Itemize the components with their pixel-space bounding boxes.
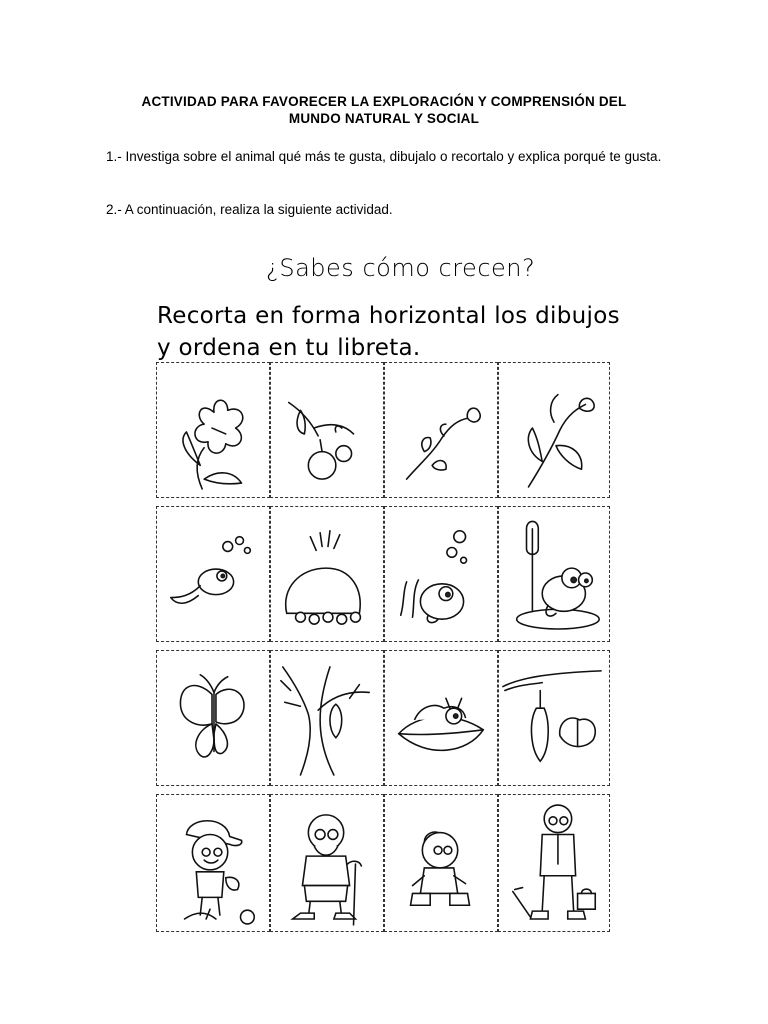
caterpillar-on-leaf-icon <box>384 650 498 786</box>
tree-cocoon-icon <box>270 650 384 786</box>
chrysalis-hatching-icon <box>498 650 610 786</box>
flower-icon <box>156 362 270 498</box>
document-title <box>90 93 678 127</box>
boy-with-cap-icon <box>156 794 270 932</box>
adult-frog-icon <box>498 506 610 642</box>
adult-man-icon <box>498 794 610 932</box>
worksheet-instruction: Recorta en forma horizontal los dibujos y ordena en tu libreta. <box>157 303 620 361</box>
rose-plant-icon <box>498 362 610 498</box>
document-title-line2: MUNDO NATURAL Y SOCIAL <box>288 111 480 126</box>
butterfly-icon <box>156 650 270 786</box>
cutout-grid <box>156 362 610 932</box>
froglet-icon <box>384 506 498 642</box>
instruction-1: 1.- Investiga sobre el animal qué más te gusta, dibujalo o recortalo y explica porqué te gusta. <box>106 149 662 164</box>
toddler-icon <box>384 794 498 932</box>
worksheet-title: ¿Sabes cómo crecen? <box>266 254 536 282</box>
fruit-branch-icon <box>270 362 384 498</box>
document-title-line1: ACTIVIDAD PARA FAVORECER LA EXPLORACIÓN Y COMPRENSIÓN DEL <box>141 94 627 109</box>
budding-branch-icon <box>384 362 498 498</box>
tadpole-icon <box>156 506 270 642</box>
elderly-man-icon <box>270 794 384 932</box>
instruction-2: 2.- A continuación, realiza la siguiente actividad. <box>106 202 393 217</box>
frog-eggs-icon <box>270 506 384 642</box>
